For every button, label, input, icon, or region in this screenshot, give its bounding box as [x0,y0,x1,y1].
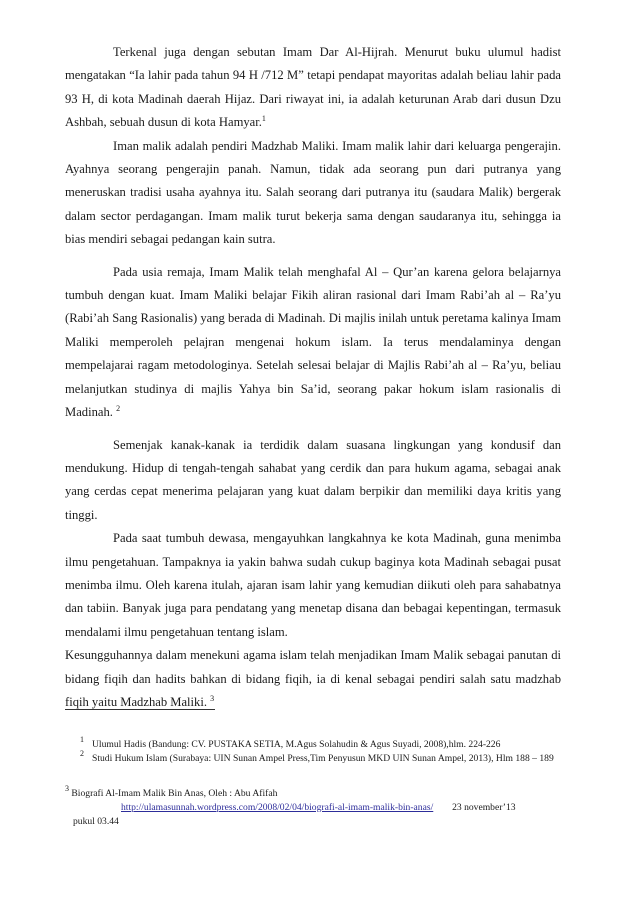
footnote-2-text: Studi Hukum Islam (Surabaya: UIN Sunan Ampel Press,Tim Penyusun MKD UIN Sunan Ampel, 2013), Hlm 188 – 189 [92,753,554,764]
paragraph-3-text: Pada usia remaja, Imam Malik telah menghafal Al – Qur’an karena gelora belajarnya tumbuh dengan kuat. Imam Maliki belajar Fikih aliran rasional dari Imam Rabi’ah al – Ra’yu (Rabi’ah Sang Rasionalis) yang berada di Madinah. Di majlis inilah untuk peretama kalinya Imam Maliki memperoleh pelajran mengenai hokum islam. Ia terus mendalaminya dengan mempelajarai ragam metodologinya. Setelah selesai belajar di Majlis Rabi’ah al – Ra’yu, beliau melanjutkan studinya di majlis Yahya bin Sa’id, seorang pakar hokum islam rasionalis di Madinah. [65,264,561,420]
paragraph-6 [65,644,561,714]
paragraph-1 [65,41,561,135]
footnote-ref-2[interactable]: 2 [116,404,121,414]
footnote-3 [65,784,561,829]
footnote-1-text: Ulumul Hadis (Bandung: CV. PUSTAKA SETIA, M.Agus Solahudin & Agus Suyadi, 2008),hlm. 224-226 [92,739,501,750]
paragraph-5 [65,527,561,644]
footnote-ref-3[interactable]: 3 [210,693,215,703]
footnote-3-date: 23 november’13 [452,802,516,813]
paragraph-3 [65,261,561,425]
paragraph-2-text: Iman malik adalah pendiri Madzhab Maliki. Imam malik lahir dari keluarga pengerajin. Ayahnya seorang pengerajin panah. Namun, tidak ada seorang pun dari putranya yang meneruskan tradisi usaha ayahnya itu. Salah seorang dari putranya itu (saudara Malik) bergerak dalam sector perdagangan. Imam malik turut bekerja sama dengan saudaranya itu, sehingga ia bias mendiri sebagai pedangan kain sutra. [65,138,561,247]
footnote-separator [65,709,215,710]
paragraph-4-text: Semenjak kanak-kanak ia terdidik dalam suasana lingkungan yang kondusif dan mendukung. Hidup di tengah-tengah sahabat yang cerdik dan para hukum agama, sebagai anak yang cerdas cepat menerima pelajaran yang kuat dalam berpikir dan memiliki daya kritis yang tinggi. [65,437,561,522]
footnote-3-number: 3 [65,784,69,793]
footnote-ref-1[interactable]: 1 [261,114,266,124]
footnote-2-number: 2 [80,749,84,758]
paragraph-4 [65,434,561,528]
footnote-2 [80,749,561,766]
footnote-1 [80,735,561,752]
paragraph-2 [65,135,561,252]
paragraph-6-text: Kesungguhannya dalam menekuni agama islam telah menjadikan Imam Malik sebagai panutan di bidang fiqih dan hadits bahkan di bidang fiqih, ia di kenal sebagai pendiri salah satu madzhab fiqih yaitu Madzhab Maliki. [65,648,561,709]
body-text [65,41,561,714]
paragraph-5-text: Pada saat tumbuh dewasa, mengayuhkan langkahnya ke kota Madinah, guna menimba ilmu pengetahuan. Tampaknya ia yakin bahwa sudah cukup baginya kota Madinah sebagai pusat menimba ilmu. Oleh karena itulah, ajaran isam lahir yang kemudian diikuti oleh para sahabatnya dan tabiin. Banyak juga para pendatang yang menetap disana dan bebagai kepentingan, termasuk mendalami ilmu pengetahuan tentang islam. [65,531,561,639]
footnote-3-text: Biografi Al-Imam Malik Bin Anas, Oleh : Abu Afifah [71,788,278,799]
paragraph-1-text: Terkenal juga dengan sebutan Imam Dar Al-Hijrah. Menurut buku ulumul hadist mengatakan “Ia lahir pada tahun 94 H /712 M” tetapi pendapat mayoritas adalah beliau lahir pada 93 H, di kota Madinah daerah Hijaz. Dari riwayat ini, ia adalah keturunan Arab dari dusun Dzu Ashbah, sebuah dusun di kota Hamyar. [65,45,561,130]
footnote-1-number: 1 [80,735,84,744]
footnote-3-link[interactable]: http://ulamasunnah.wordpress.com/2008/02/04/biografi-al-imam-malik-bin-anas/ [121,802,434,813]
footnote-3-time: pukul 03.44 [73,816,119,827]
